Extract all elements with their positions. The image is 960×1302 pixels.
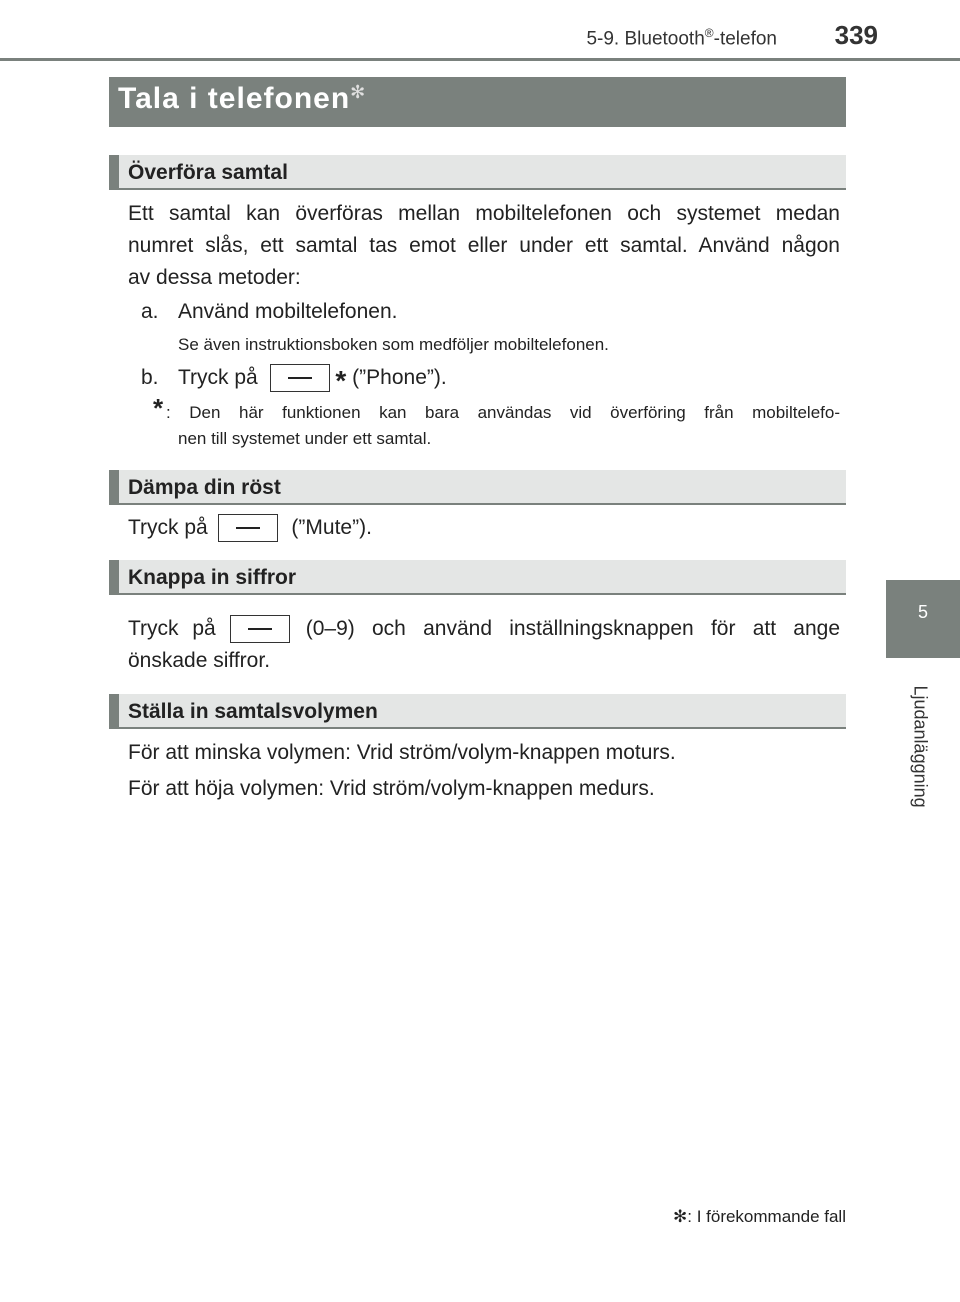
note-line2: nen till systemet under ett samtal. xyxy=(178,429,432,448)
subheading-digits: Knappa in siffror xyxy=(109,560,846,595)
subheading-mute: Dämpa din röst xyxy=(109,470,846,505)
volume-line2: För att höja volymen: Vrid ström/volym-knappen medurs. xyxy=(128,777,655,800)
subheading-volume: Ställa in samtalsvolymen xyxy=(109,694,846,729)
transfer-intro-line1: Ett samtal kan överföras mellan mobiltelefonen och systemet medan xyxy=(128,202,840,225)
header-divider xyxy=(0,58,960,61)
item-a-text: Använd mobiltelefonen. xyxy=(178,300,398,323)
optional-mark-icon: ✻ xyxy=(350,82,367,102)
transfer-intro-line3: av dessa metoder: xyxy=(128,266,301,289)
digits-line1: Tryck på (0–9) och använd inställningsknappen för att ange xyxy=(128,613,840,645)
keypad-button-icon xyxy=(230,615,290,643)
item-b-line: Tryck på * (”Phone”). xyxy=(178,365,447,396)
phone-button-icon xyxy=(270,364,330,392)
item-b-marker: b. xyxy=(141,366,159,389)
digits-line2: önskade siffror. xyxy=(128,649,271,672)
subheading-transfer: Överföra samtal xyxy=(109,155,846,190)
chapter-title: 5-9. Bluetooth®-telefon xyxy=(586,26,777,50)
footnote: ✻: I förekommande fall xyxy=(673,1207,846,1226)
chapter-tab-number: 5 xyxy=(917,602,928,622)
mute-line: Tryck på (”Mute”). xyxy=(128,512,372,544)
item-a-note: Se även instruktionsboken som medföljer mobiltelefonen. xyxy=(178,335,609,354)
mute-button-icon xyxy=(218,514,278,542)
note-asterisk: * xyxy=(153,393,164,423)
transfer-intro-line2: numret slås, ett samtal tas emot eller under ett samtal. Använd någon xyxy=(128,234,840,257)
volume-line1: För att minska volymen: Vrid ström/volym-knappen moturs. xyxy=(128,741,676,764)
item-a-marker: a. xyxy=(141,300,159,323)
note-line1: : Den här funktionen kan bara användas vid överföring från mobiltelefo- xyxy=(166,403,840,422)
chapter-tab-label: Ljudanläggning xyxy=(910,685,931,808)
optional-mark-icon: ✻ xyxy=(673,1207,688,1226)
section-title: Tala i telefonen✻ xyxy=(118,82,367,115)
page-number: 339 xyxy=(834,20,878,50)
